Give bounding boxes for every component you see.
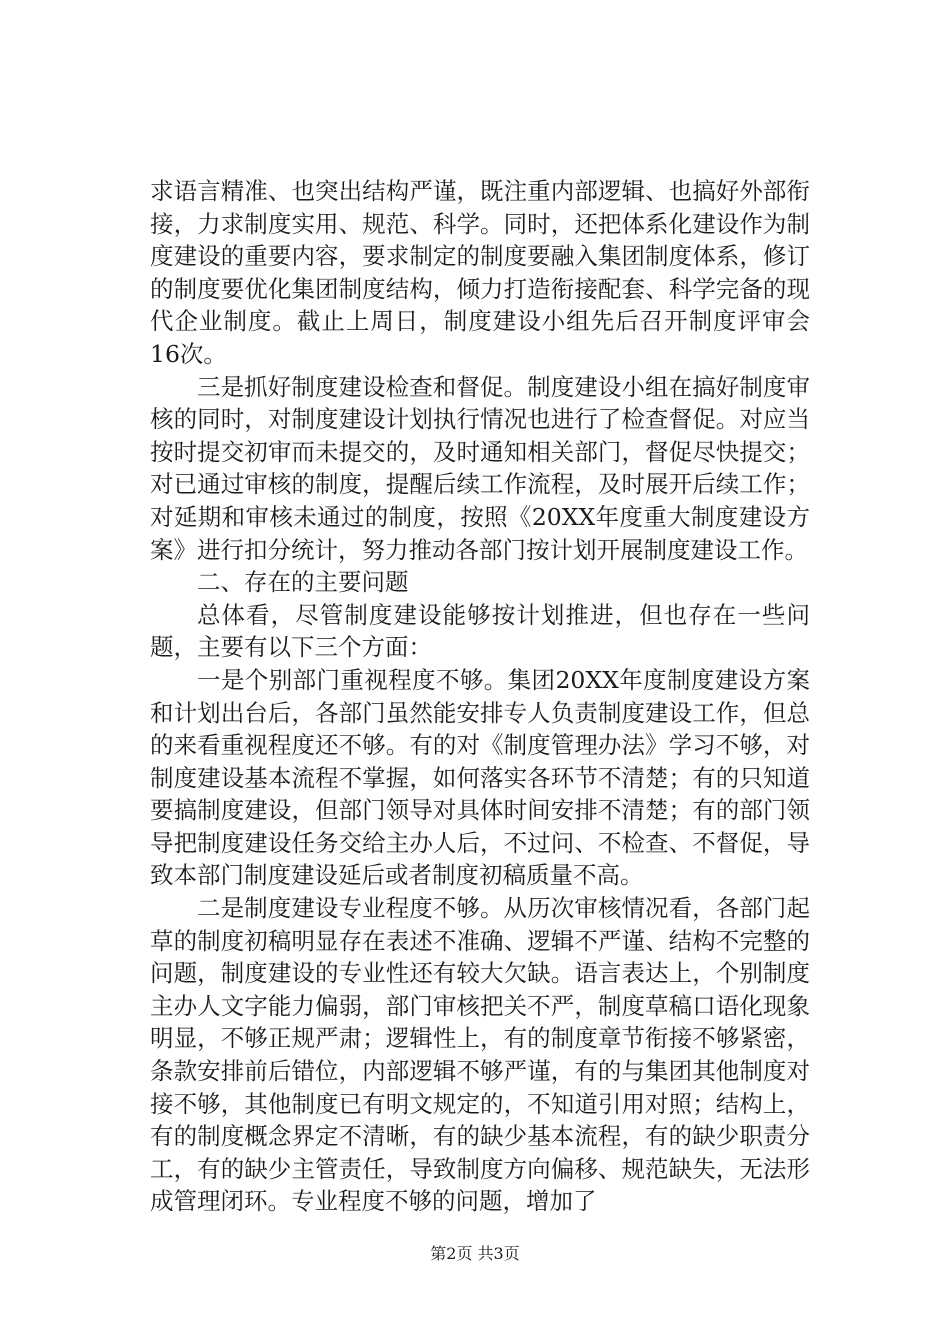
paragraph-continued: 求语言精准、也突出结构严谨，既注重内部逻辑、也搞好外部衔接，力求制度实用、规范、科学。同时，还把体系化建设作为制度建设的重要内容，要求制定的制度要融入集团制度体系，修订的制度要优化集团制度结构，倾力打造衔接配套、科学完备的现代企业制度。截止上周日，制度建设小组先后召开制度评审会16次。 (150, 177, 810, 368)
paragraph-problem-one: 一是个别部门重视程度不够。集团20XX年度制度建设方案和计划出台后，各部门虽然能安排专人负责制度建设工作，但总的来看重视程度还不够。有的对《制度管理办法》学习不够，对制度建设基本流程不掌握，如何落实各环节不清楚；有的只知道要搞制度建设，但部门领导对具体时间安排不清楚；有的部门领导把制度建设任务交给主办人后，不过问、不检查、不督促，导致本部门制度建设延后或者制度初稿质量不高。 (150, 665, 810, 890)
page-number-footer: 第2页 共3页 (430, 1244, 520, 1263)
paragraph-problem-two: 二是制度建设专业程度不够。从历次审核情况看，各部门起草的制度初稿明显存在表述不准确、逻辑不严谨、结构不完整的问题，制度建设的专业性还有较大欠缺。语言表达上，个别制度主办人文字能力偏弱，部门审核把关不严，制度草稿口语化现象明显，不够正规严肃；逻辑性上，有的制度章节衔接不够紧密，条款安排前后错位，内部逻辑不够严谨，有的与集团其他制度对接不够，其他制度已有明文规定的，不知道引用对照；结构上，有的制度概念界定不清晰，有的缺少基本流程，有的缺少职责分工，有的缺少主管责任，导致制度方向偏移、规范缺失，无法形成管理闭环。专业程度不够的问题，增加了 (150, 894, 810, 1216)
document-body (150, 175, 810, 1218)
paragraph-overview: 总体看，尽管制度建设能够按计划推进，但也存在一些问题，主要有以下三个方面： (150, 600, 810, 662)
section-heading-problems: 二、存在的主要问题 (197, 568, 409, 597)
paragraph-inspection: 三是抓好制度建设检查和督促。制度建设小组在搞好制度审核的同时，对制度建设计划执行情况也进行了检查督促。对应当按时提交初审而未提交的，及时通知相关部门，督促尽快提交；对已通过审核的制度，提醒后续工作流程，及时展开后续工作；对延期和审核未通过的制度，按照《20XX年度重大制度建设方案》进行扣分统计，努力推动各部门按计划开展制度建设工作。 (150, 372, 810, 564)
